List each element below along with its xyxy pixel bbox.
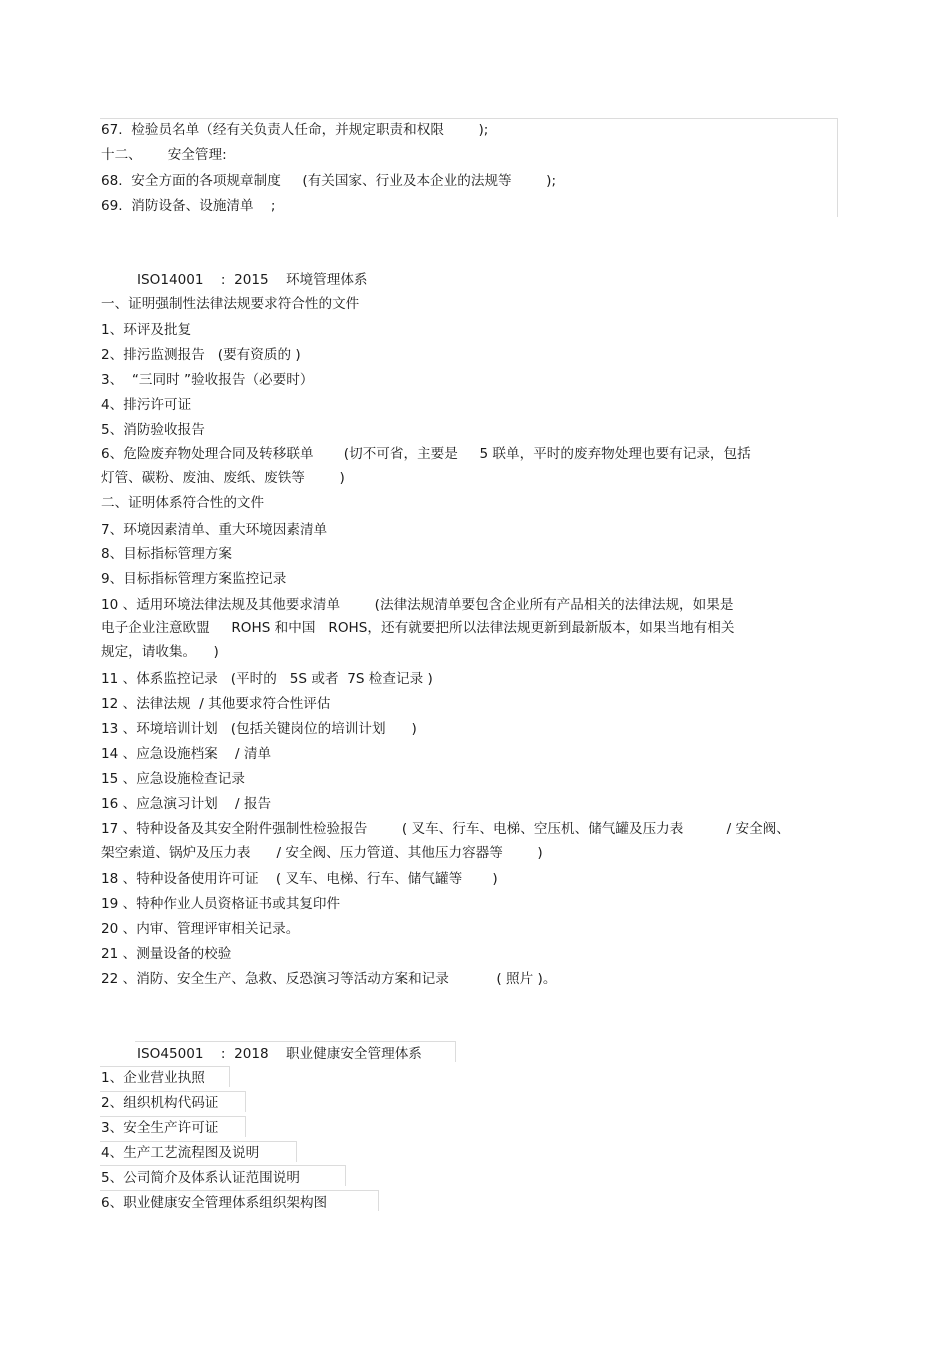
list-item: 18 、特种设备使用许可证 ( 叉车、电梯、行车、储气罐等 ) bbox=[101, 871, 498, 887]
list-item: 3、 “三同时 ”验收报告（必要时） bbox=[101, 372, 314, 388]
list-item-continuation: 灯管、碳粉、废油、废纸、废铁等 ) bbox=[101, 470, 345, 486]
list-item: 1、企业营业执照 bbox=[101, 1070, 205, 1086]
list-item: 8、目标指标管理方案 bbox=[101, 546, 232, 562]
section-heading: 一、证明强制性法律法规要求符合性的文件 bbox=[101, 296, 360, 312]
list-item: 4、生产工艺流程图及说明 bbox=[101, 1145, 260, 1161]
list-item: 5、消防验收报告 bbox=[101, 422, 205, 438]
list-item: 9、目标指标管理方案监控记录 bbox=[101, 571, 287, 587]
list-item: 15 、应急设施检查记录 bbox=[101, 771, 245, 787]
list-item-continuation: 架空索道、锅炉及压力表 / 安全阀、压力管道、其他压力容器等 ) bbox=[101, 845, 543, 861]
list-item-continuation: 电子企业注意欧盟 ROHS 和中国 ROHS，还有就要把所以法律法规更新到最新版本，如果当地有相关 bbox=[101, 620, 735, 636]
list-item: 11 、体系监控记录 (平时的 5S 或者 7S 检查记录 ) bbox=[101, 671, 433, 687]
list-item: 17 、特种设备及其安全附件强制性检验报告 ( 叉车、行车、电梯、空压机、储气罐及压力表 / 安全阀、 bbox=[101, 821, 790, 837]
list-item: 3、安全生产许可证 bbox=[101, 1120, 219, 1136]
list-item: 21 、测量设备的校验 bbox=[101, 946, 232, 962]
list-item: 6、危险废弃物处理合同及转移联单 (切不可省，主要是 5 联单，平时的废弃物处理也要有记录，包括 bbox=[101, 446, 751, 462]
list-item: 2、排污监测报告 (要有资质的 ) bbox=[101, 347, 301, 363]
list-item: 6、职业健康安全管理体系组织架构图 bbox=[101, 1195, 328, 1211]
list-item: 2、组织机构代码证 bbox=[101, 1095, 219, 1111]
list-item: 12 、法律法规 / 其他要求符合性评估 bbox=[101, 696, 331, 712]
list-item: 68. 安全方面的各项规章制度 (有关国家、行业及本企业的法规等 ); bbox=[101, 173, 557, 189]
list-item: 69. 消防设备、设施清单 ; bbox=[101, 198, 276, 214]
list-item: 16 、应急演习计划 / 报告 bbox=[101, 796, 272, 812]
list-item: 7、环境因素清单、重大环境因素清单 bbox=[101, 522, 328, 538]
list-item: 19 、特种作业人员资格证书或其复印件 bbox=[101, 896, 341, 912]
list-item: 67. 检验员名单（经有关负责人任命，并规定职责和权限 ); bbox=[101, 122, 489, 138]
list-item: 13 、环境培训计划 (包括关键岗位的培训计划 ) bbox=[101, 721, 417, 737]
list-item-continuation: 规定，请收集。 ) bbox=[101, 644, 219, 660]
list-item: 22 、消防、安全生产、急救、反恐演习等活动方案和记录 ( 照片 )。 bbox=[101, 971, 557, 987]
list-item: 5、公司简介及体系认证范围说明 bbox=[101, 1170, 300, 1186]
list-item: 1、环评及批复 bbox=[101, 322, 192, 338]
list-item: 10 、适用环境法律法规及其他要求清单 (法律法规清单要包含企业所有产品相关的法律法规，如果是 bbox=[101, 597, 734, 613]
section-title: ISO14001 : 2015 环境管理体系 bbox=[137, 272, 368, 288]
list-item: 14 、应急设施档案 / 清单 bbox=[101, 746, 272, 762]
section-heading: 十二、 安全管理: bbox=[101, 147, 227, 163]
list-item: 20 、内审、管理评审相关记录。 bbox=[101, 921, 300, 937]
section-heading: 二、证明体系符合性的文件 bbox=[101, 495, 265, 511]
list-item: 4、排污许可证 bbox=[101, 397, 192, 413]
section-title: ISO45001 : 2018 职业健康安全管理体系 bbox=[137, 1046, 422, 1062]
